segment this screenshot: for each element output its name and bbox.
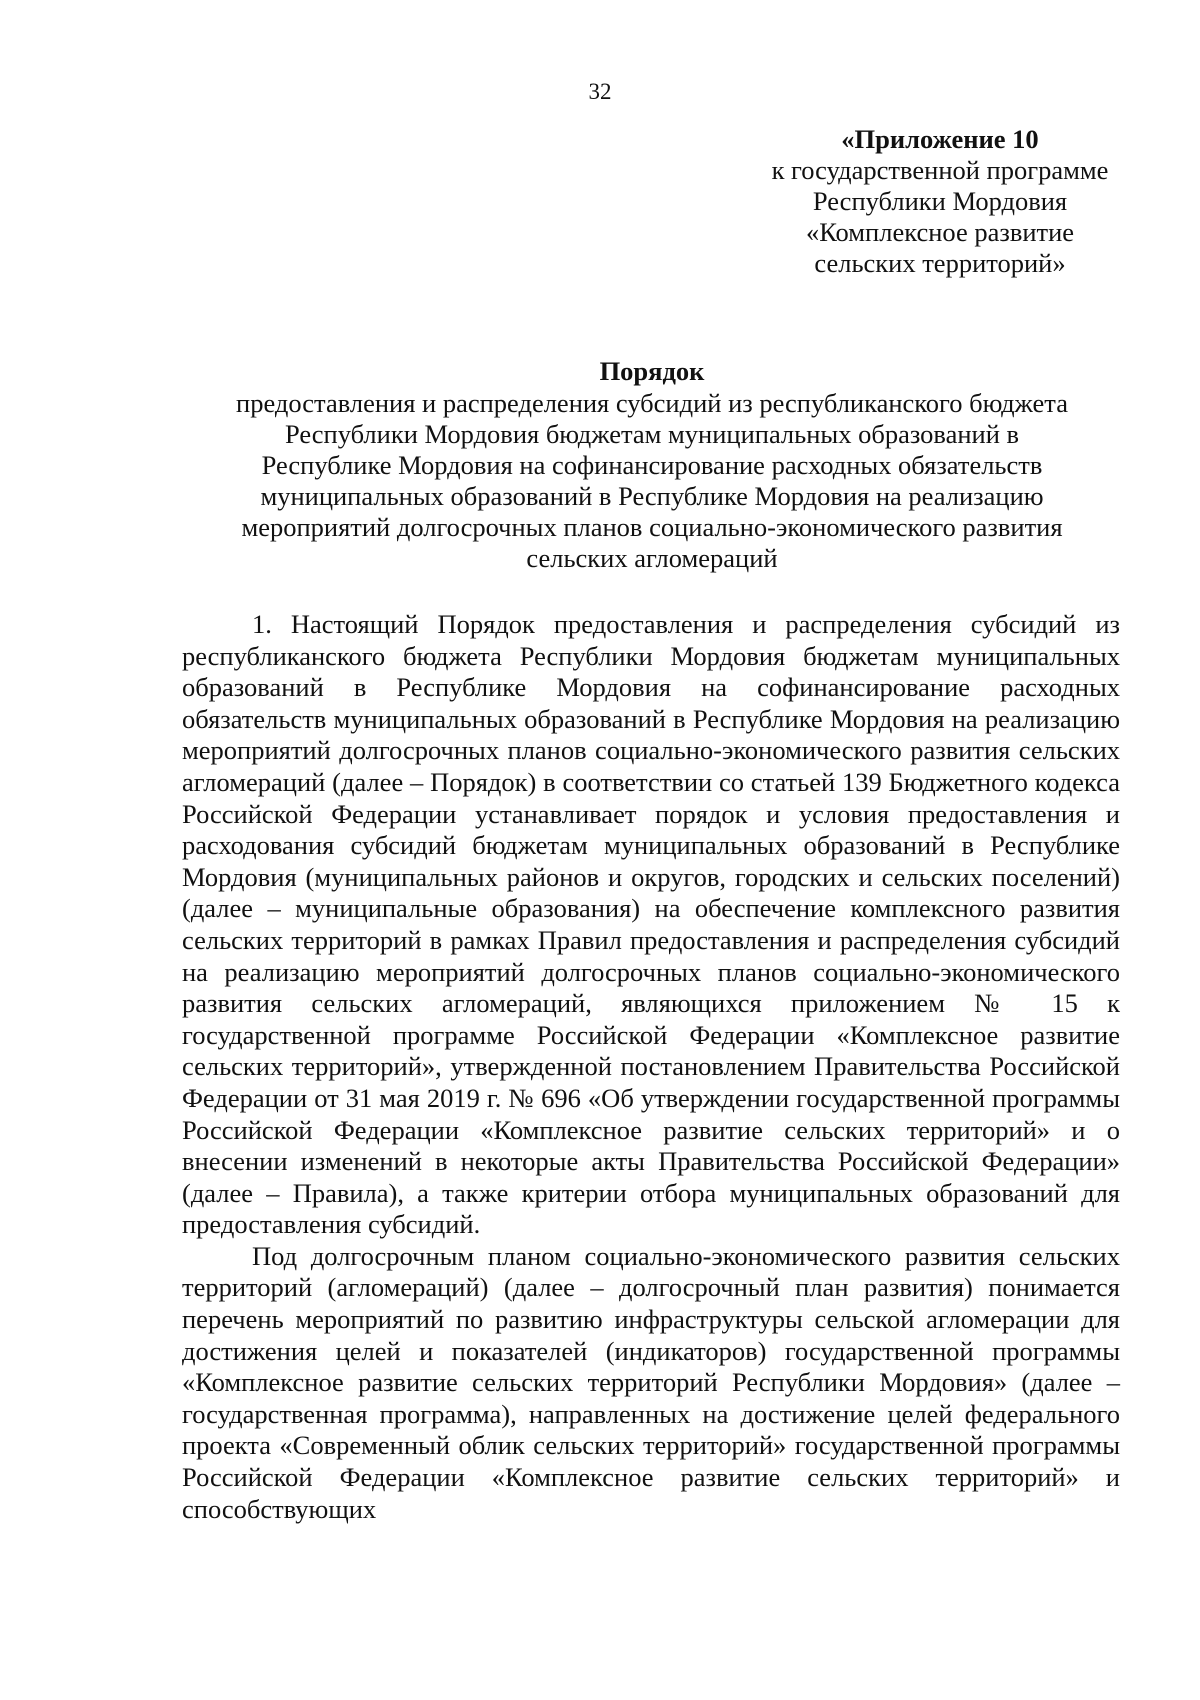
document-body — [182, 609, 1120, 1525]
appendix-line: сельских территорий» — [814, 248, 1066, 278]
body-paragraph-1: 1. Настоящий Порядок предоставления и распределения субсидий из республиканского бюджета Республики Мордовия бюджетам муниципальных образований в Республике Мордовия на софинансирование расходных обязательств муниципальных образований в Республике Мордовия на реализацию мероприятий долгосрочных планов социально-экономического развития сельских агломераций (далее – Порядок) в соответствии со статьей 139 Бюджетного кодекса Российской Федерации устанавливает порядок и условия предоставления и расходования субсидий бюджетам муниципальных образований в Республике Мордовия (муниципальных районов и округов, городских и сельских поселений) (далее – муниципальные образования) на обеспечение комплексного развития сельских территорий в рамках Правил предоставления и распределения субсидий на реализацию мероприятий долгосрочных планов социально-экономического развития сельских агломераций, являющихся приложением № 15 к государственной программе Российской Федерации «Комплексное развитие сельских территорий», утвержденной постановлением Правительства Российской Федерации от 31 мая 2019 г. № 696 «Об утверждении государственной программы Российской Федерации «Комплексное развитие сельских территорий» и о внесении изменений в некоторые акты Правительства Российской Федерации» (далее – Правила), а также критерии отбора муниципальных образований для предоставления субсидий. — [182, 609, 1120, 1240]
body-paragraph-2: Под долгосрочным планом социально-экономического развития сельских территорий (агломераций) (далее – долгосрочный план развития) понимается перечень мероприятий по развитию инфраструктуры сельской агломерации для достижения целей и показателей (индикаторов) государственной программы «Комплексное развитие сельских территорий Республики Мордовия» (далее – государственная программа), направленных на достижение целей федерального проекта «Современный облик сельских территорий» государственной программы Российской Федерации «Комплексное развитие сельских территорий» и способствующих — [182, 1240, 1120, 1524]
appendix-title: «Приложение 10 — [841, 124, 1039, 154]
appendix-line: к государственной программе — [771, 155, 1109, 185]
title-line: сельских агломераций — [526, 543, 778, 573]
title-heading: Порядок — [599, 356, 705, 386]
appendix-line: Республики Мордовия — [812, 186, 1068, 216]
title-line: муниципальных образований в Республике Мордовия на реализацию — [260, 481, 1044, 511]
title-line: Республики Мордовия бюджетам муниципальных образований в — [284, 419, 1020, 449]
appendix-line: «Комплексное развитие — [805, 217, 1075, 247]
title-line: предоставления и распределения субсидий из республиканского бюджета — [236, 388, 1068, 418]
page-number: 32 — [588, 79, 612, 104]
appendix-header — [750, 124, 1130, 279]
title-line: Республике Мордовия на софинансирование расходных обязательств — [261, 450, 1043, 480]
document-title — [196, 356, 1108, 574]
title-line: мероприятий долгосрочных планов социально-экономического развития — [241, 512, 1063, 542]
